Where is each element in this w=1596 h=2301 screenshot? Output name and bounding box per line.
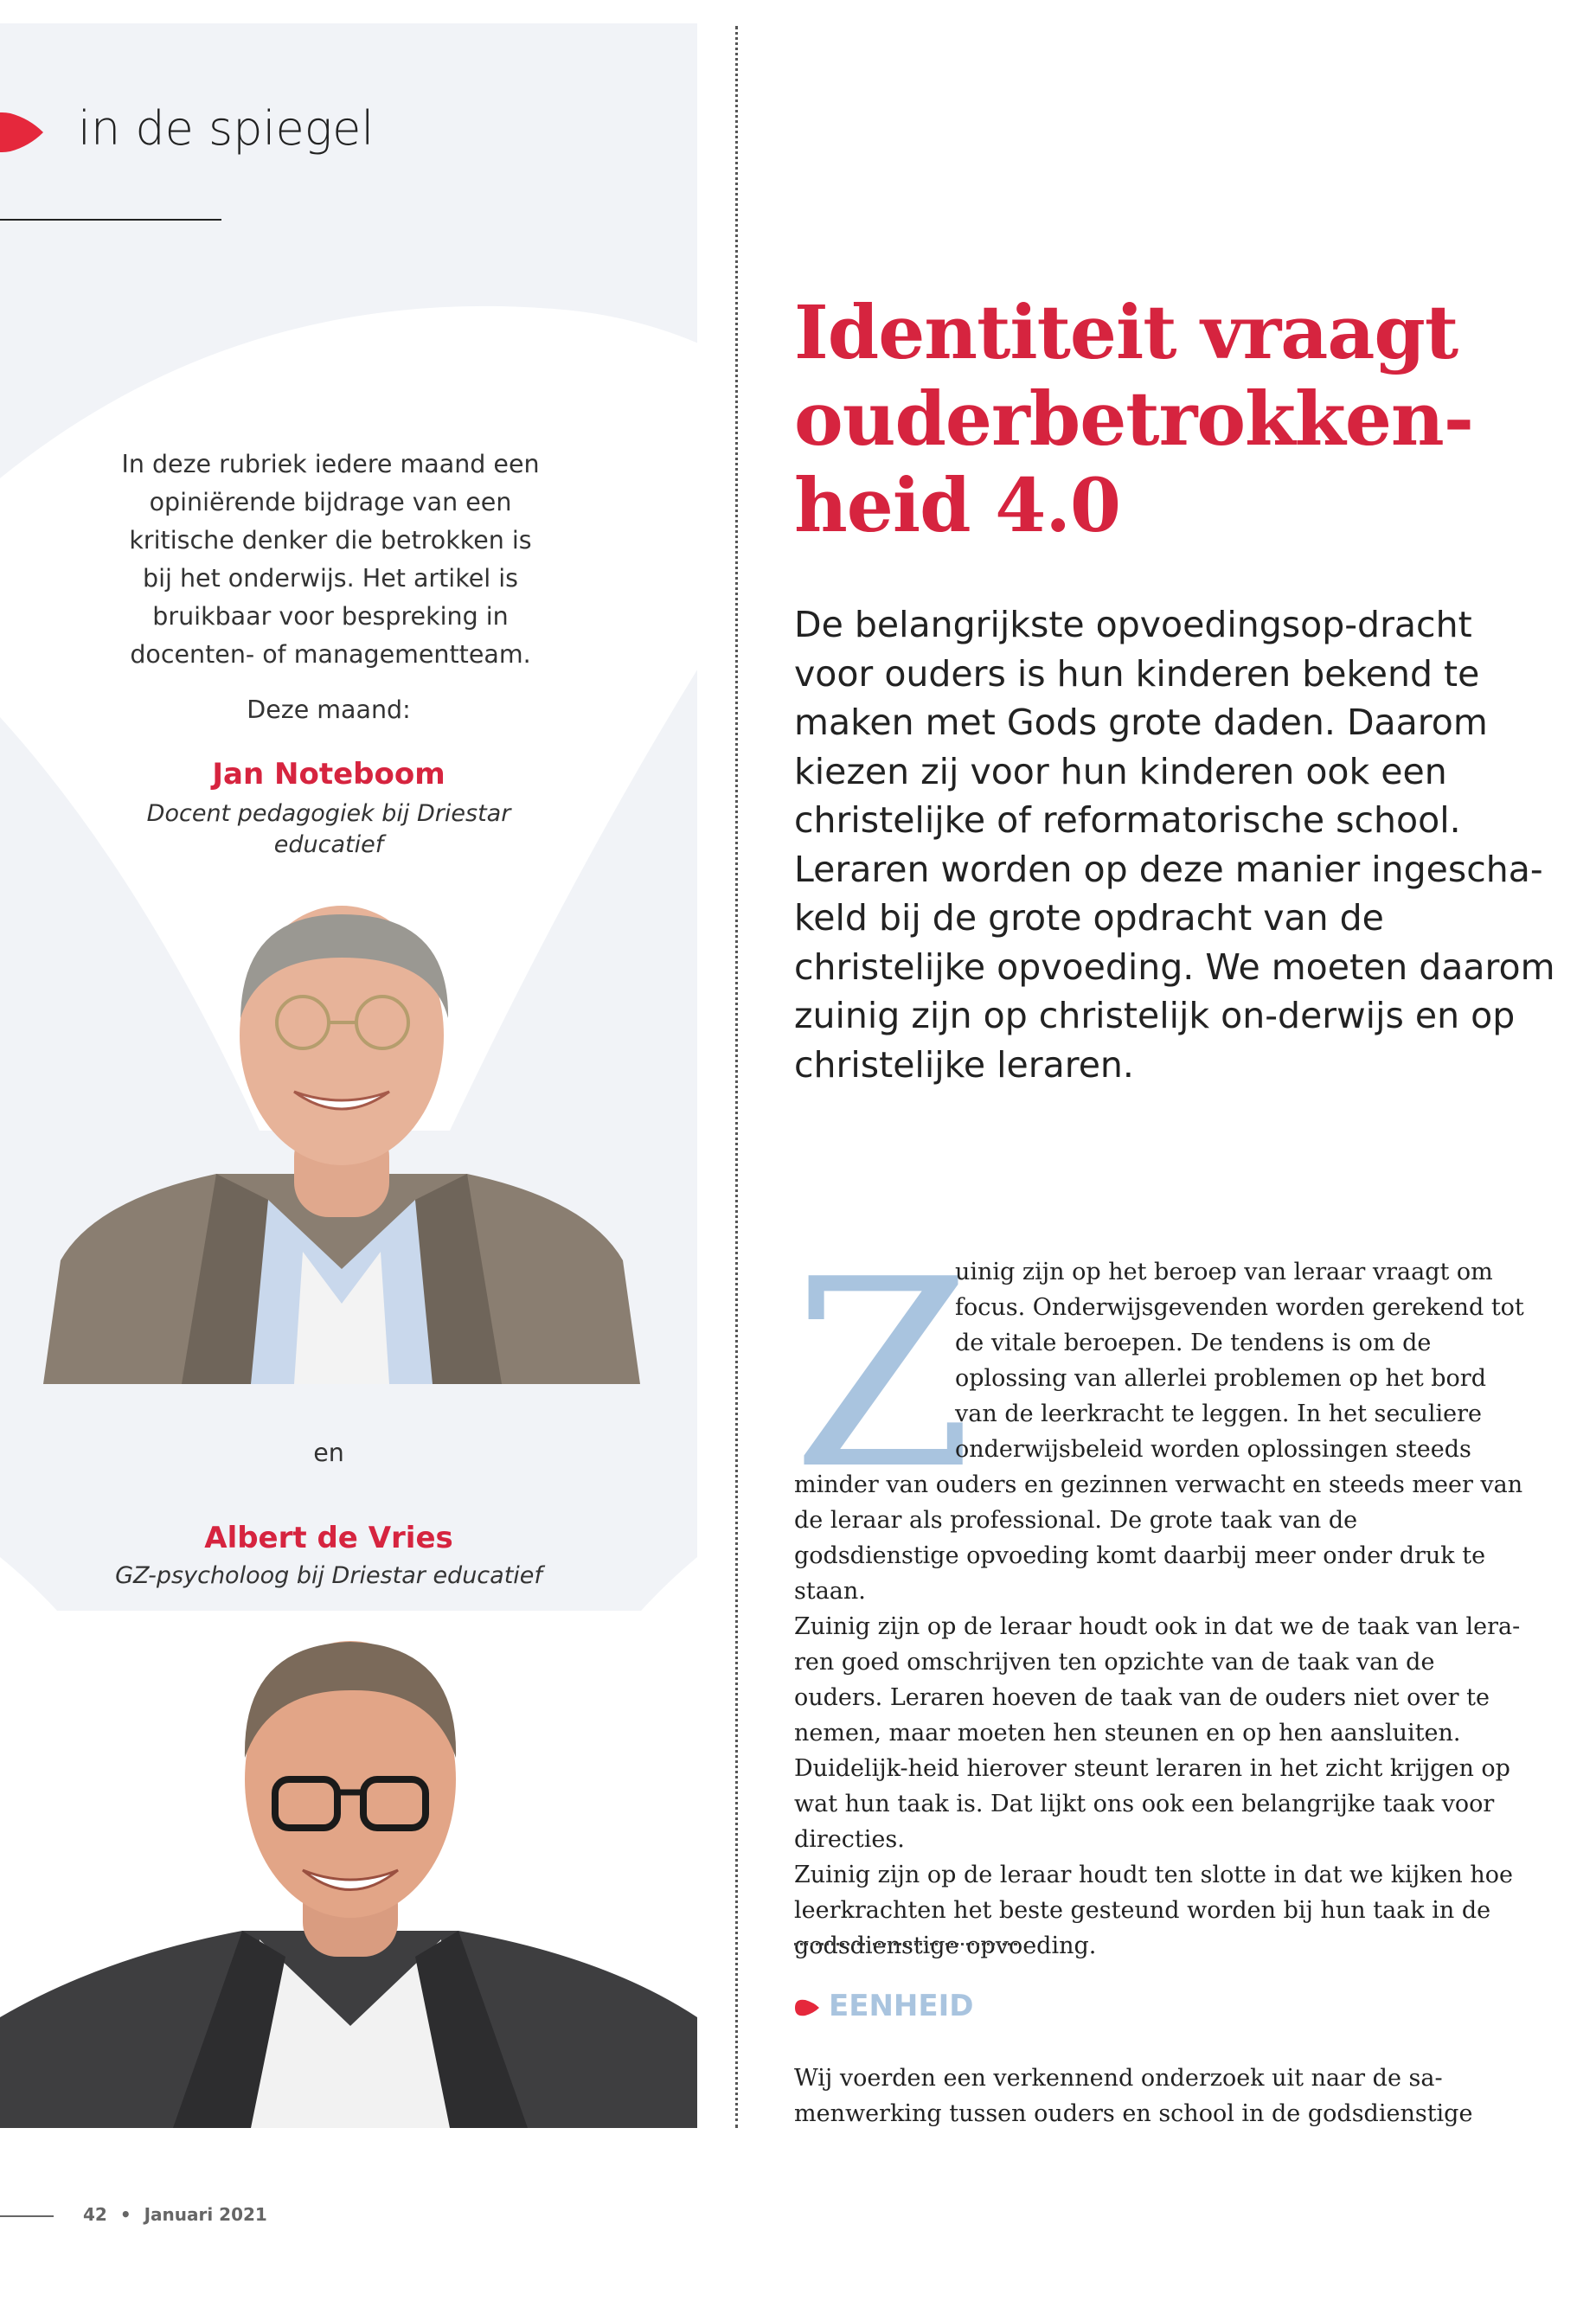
section-marker-icon	[0, 108, 45, 157]
column-divider	[735, 26, 738, 2128]
conjunction: en	[313, 1439, 344, 1467]
month-label: Deze maand:	[247, 695, 411, 724]
page-number: 42	[83, 2204, 107, 2225]
author-role-2: GZ-psycholoog bij Driestar educatief	[115, 1562, 542, 1589]
subheading-marker-icon	[793, 1998, 819, 2017]
article-body	[794, 1467, 1528, 1964]
issue-date: Januari 2021	[144, 2204, 267, 2225]
drop-cap: Z	[792, 1224, 973, 1526]
article-headline: Identiteit vraagt ouderbetrokken-heid 4.0	[794, 290, 1473, 549]
article-body-intro: uinig zijn op het beroep van leraar vraagt om focus. Onderwijsgevenden worden gerekend tot de vitale beroepen. De tendens is om de oplossing van allerlei problemen op het bord van de leerkracht te leggen. In het seculiere onderwijsbeleid worden oplossingen steeds	[955, 1259, 1524, 1463]
page-footer	[83, 2204, 267, 2225]
author-role-1: Docent pedagogiek bij Driestar educatief	[146, 800, 511, 858]
title-rule	[0, 219, 221, 221]
author-name-1: Jan Noteboom	[212, 757, 445, 792]
rubric-intro: In deze rubriek iedere maand een opiniërende bijdrage van een kritische denker die betrokken is bij het onderwijs. Het artikel is bruikbaar voor bespreking in docenten- of managementteam.	[121, 450, 540, 669]
paragraph: minder van ouders en gezinnen verwacht en steeds meer van de leraar als professional. De grote taak van de godsdienstige opvoeding komt daarbij meer onder druk te staan.	[794, 1471, 1523, 1605]
footer-separator: •	[119, 2204, 131, 2225]
author-photo-2	[0, 1611, 697, 2128]
paragraph: Zuinig zijn op de leraar houdt ten slotte in dat we kijken hoe leerkrachten het beste gesteund worden bij hun taak in de godsdienstige opvoeding.	[794, 1862, 1514, 1959]
author-name-2: Albert de Vries	[204, 1521, 453, 1555]
paragraph: Zuinig zijn op de leraar houdt ook in dat we de taak van lera-ren goed omschrijven ten opzichte van de taak van de ouders. Leraren hoeven de taak van de ouders niet over te nemen, maar moeten hen steunen en op hen aansluiten. Duidelijk-heid hierover steunt leraren in het zicht krijgen op wat hun taak is. Dat lijkt ons ook een belangrijke taak voor directies.	[794, 1613, 1521, 1853]
rubric-title: in de spiegel	[78, 101, 375, 156]
footer-rule	[0, 2215, 54, 2217]
subheading: EENHEID	[829, 1989, 974, 2023]
section-separator	[794, 1943, 1017, 1945]
article-body-continued: Wij voerden een verkennend onderzoek uit naar de sa-menwerking tussen ouders en school in de godsdienstige	[794, 2065, 1473, 2127]
article-lead: De belangrijkste opvoedingsop-dracht voor ouders is hun kinderen bekend te maken met Gods grote daden. Daarom kiezen zij voor hun kinderen ook een christelijke of reformatorische school. Leraren worden op deze manier ingescha-keld bij de grote opdracht van de christelijke opvoeding. We moeten daarom zuinig zijn op christelijk on-derwijs en op christelijke leraren.	[794, 604, 1555, 1086]
author-photo-1	[43, 888, 640, 1384]
